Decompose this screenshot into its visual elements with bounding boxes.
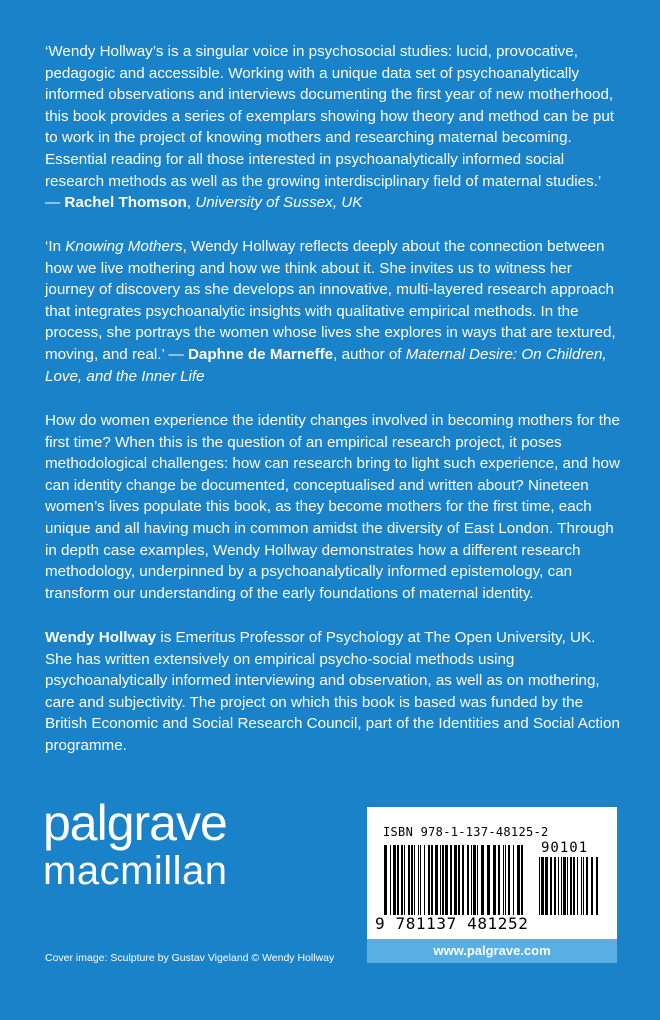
price-addon-code: 90101 xyxy=(541,840,589,856)
description-text: How do women experience the identity changes involved in becoming mothers for the first time? When this is the question of an empirical research project, it poses methodological challenges: how can research bring to light such experience, and how can identity change be documented, conceptualised and written about? Nineteen women’s lives populate this book, as they become mothers for the first time, each unique and all having much in common amidst the diversity of East London. Through in depth case examples, Wendy Hollway demonstrates how a different research methodology, underpinned by a psychoanalytically informed epistemology, can transform our understanding of the early foundations of maternal identity. xyxy=(45,412,620,602)
barcode-bar xyxy=(550,857,552,915)
barcode-bar xyxy=(428,845,430,915)
barcode-bar xyxy=(467,845,469,915)
barcode-bar xyxy=(581,857,582,915)
quote-author: Rachel Thomson xyxy=(64,194,187,212)
barcode-bar xyxy=(473,845,476,915)
barcode-bar xyxy=(397,845,399,915)
barcode-bar xyxy=(418,845,419,915)
barcode-bar xyxy=(420,845,421,915)
barcode-bar xyxy=(404,845,405,915)
logo-line-2: macmillan xyxy=(43,849,228,893)
barcode-bar xyxy=(408,845,410,915)
ean-digits: 9 781137 481252 xyxy=(375,914,529,933)
quote-open: ‘In xyxy=(45,238,66,255)
barcode-bar xyxy=(411,845,413,915)
quote-dash: — xyxy=(168,345,188,363)
barcode-bar xyxy=(440,845,441,915)
barcode-bar xyxy=(573,857,575,915)
barcode-bar xyxy=(596,857,598,915)
author-book-title: Maternal Desire: On Children, Love, and the Inner Life xyxy=(45,345,607,385)
barcode-bar xyxy=(567,857,568,915)
barcode-bar xyxy=(393,845,396,915)
quote-dash: — xyxy=(45,194,65,212)
barcode-bar xyxy=(454,845,457,915)
barcode-bar xyxy=(477,845,478,915)
barcode-bar xyxy=(401,845,403,915)
barcode-bar xyxy=(563,857,566,915)
publisher-logo xyxy=(43,795,228,893)
book-description xyxy=(45,410,623,604)
barcode-bar xyxy=(554,857,556,915)
barcode-bar xyxy=(583,857,584,915)
cover-image-credit: Cover image: Sculpture by Gustav Vigeland © Wendy Hollway xyxy=(45,952,335,964)
barcode-bar xyxy=(384,845,387,915)
barcode-bar xyxy=(458,845,460,915)
author-bio-text: is Emeritus Professor of Psychology at The Open University, UK. She has written extensively on empirical psycho-social methods using psychoanalytically informed interviewing and observation, as well as on mothering, care and subjectivity. The project on which this book is based was funded by the British Economic and Social Research Council, part of the Identities and Social Action programme. xyxy=(45,629,620,754)
barcode-bar xyxy=(462,845,464,915)
barcode-bar xyxy=(561,857,562,915)
barcode-bar xyxy=(442,845,444,915)
barcode-bar xyxy=(431,845,433,915)
quote-text: ‘Wendy Hollway’s is a singular voice in psychosocial studies: lucid, provocative, pedagogic and accessible. Working with a unique data set of psychoanalytically informed observations and interviews documenting the first year of new motherhood, this book provides a series of exemplars showing how theory and method can be put to work in the project of knowing mothers and researching maternal becoming. Essential reading for all those interested in psychoanalytically informed social research methods as well as the growing interdisciplinary field of maternal studies.’ xyxy=(45,43,615,190)
quote-text: , Wendy Hollway reflects deeply about the connection between how we live mothering and how we think about it. She invites us to witness her journey of discovery as she develops an innovative, multi-layered research approach that integrates psychoanalytic insights with qualitative empirical methods. In the process, she portrays the women whose lives she explores in ways that are textured, moving, and real.’ xyxy=(45,238,616,363)
barcode-bar xyxy=(445,845,448,915)
logo-line-1: palgrave xyxy=(43,795,227,851)
ean-barcode xyxy=(384,845,524,915)
barcode-bar xyxy=(591,857,593,915)
barcode-bar xyxy=(435,845,438,915)
barcode-bar xyxy=(508,845,510,915)
quote-mid: , author of xyxy=(333,345,406,363)
barcode-bar xyxy=(545,857,548,915)
barcode-bar xyxy=(539,857,540,915)
barcode-bar xyxy=(505,845,506,915)
barcode-bar xyxy=(481,845,484,915)
endorsement-quote-thomson xyxy=(45,41,623,214)
author-name: Wendy Hollway xyxy=(45,629,157,646)
barcode-bar xyxy=(503,845,504,915)
barcode-bar xyxy=(577,857,578,915)
barcode-bar xyxy=(424,845,425,915)
book-title: Knowing Mothers xyxy=(65,238,183,255)
endorsement-quote-de-marneffe xyxy=(45,236,623,387)
barcode-bar xyxy=(498,845,500,915)
addon-barcode xyxy=(539,857,601,915)
isbn-label: ISBN 978-1-137-48125-2 xyxy=(383,825,549,839)
barcode-panel xyxy=(367,807,617,939)
barcode-bar xyxy=(521,845,523,915)
barcode-bar xyxy=(513,845,514,915)
quote-affiliation: University of Sussex, UK xyxy=(195,194,363,212)
barcode-bar xyxy=(558,857,559,915)
quote-separator: , xyxy=(186,194,196,212)
quote-author: Daphne de Marneffe xyxy=(187,345,334,363)
barcode-bar xyxy=(493,845,496,915)
barcode-bar xyxy=(517,845,520,915)
author-bio xyxy=(45,627,623,757)
barcode-bar xyxy=(450,845,452,915)
barcode-bar xyxy=(586,857,588,915)
barcode-bar xyxy=(390,845,391,915)
barcode-bar xyxy=(570,857,572,915)
barcode-bar xyxy=(487,845,490,915)
barcode-bar xyxy=(541,857,544,915)
publisher-url: www.palgrave.com xyxy=(367,939,617,963)
barcode-bar xyxy=(414,845,415,915)
barcode-bar xyxy=(471,845,472,915)
